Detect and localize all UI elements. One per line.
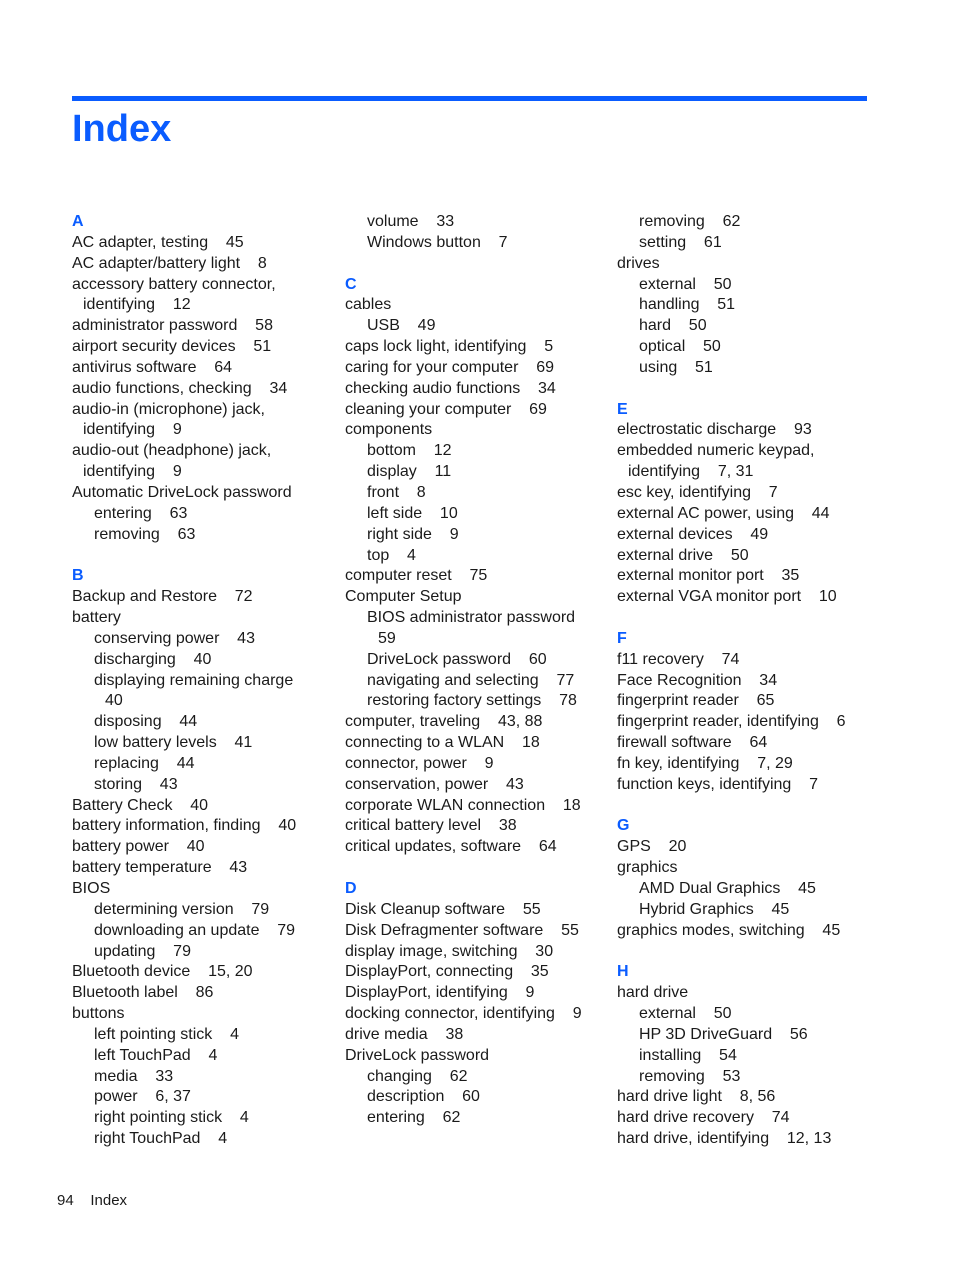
index-entry: computer reset 75	[345, 567, 488, 585]
index-subentry: removing 62	[639, 213, 741, 230]
index-entry: airport security devices 51	[72, 338, 272, 356]
index-entry: audio functions, checking 34	[72, 379, 288, 397]
index-entry: DriveLock password	[345, 1046, 490, 1064]
index-entry: battery temperature 43	[72, 859, 248, 877]
index-subentry: handling 51	[639, 296, 736, 314]
index-subentry: using 51	[639, 358, 713, 376]
index-subentry: display 11	[367, 463, 452, 481]
index-entry: battery	[72, 609, 121, 627]
index-entry: critical battery level 38	[345, 817, 517, 835]
index-subentry: displaying remaining charge	[94, 671, 294, 689]
index-subentry: conserving power 43	[94, 629, 255, 647]
index-subentry-continuation: 40	[105, 692, 123, 710]
index-entry-continuation: identifying 12	[83, 296, 191, 314]
section-letter: E	[617, 400, 628, 418]
index-entry: external AC power, using 44	[617, 504, 830, 522]
index-entry: external drive 50	[617, 546, 749, 564]
section-gap	[617, 942, 879, 963]
index-entry: administrator password 58	[72, 317, 273, 335]
index-subentry: low battery levels 41	[94, 734, 253, 752]
index-subentry: storing 43	[94, 775, 178, 793]
index-subentry: restoring factory settings 78	[367, 692, 577, 710]
index-entry: connecting to a WLAN 18	[345, 734, 540, 752]
index-entry: battery power 40	[72, 838, 205, 856]
index-entry: Battery Check 40	[72, 796, 209, 814]
index-subentry: discharging 40	[94, 650, 212, 668]
index-entry: hard drive recovery 74	[617, 1109, 790, 1127]
index-subentry: optical 50	[639, 338, 721, 356]
index-entry: audio-in (microphone) jack,	[72, 400, 265, 418]
index-entry: checking audio functions 34	[345, 379, 556, 397]
index-entry: drives	[617, 254, 660, 272]
index-subentry: power 6, 37	[94, 1088, 191, 1106]
index-subentry: top 4	[367, 546, 416, 564]
index-entry: Computer Setup	[345, 588, 462, 606]
index-entry: Disk Cleanup software 55	[345, 900, 541, 918]
section-gap	[72, 546, 334, 567]
index-entry: battery information, finding 40	[72, 817, 297, 835]
index-subentry: volume 33	[367, 213, 455, 230]
index-subentry: left TouchPad 4	[94, 1046, 218, 1064]
index-subentry: external 50	[639, 275, 732, 293]
index-entry: Disk Defragmenter software 55	[345, 921, 579, 939]
header-rule	[72, 96, 867, 101]
index-entry-continuation: identifying 9	[83, 421, 182, 439]
index-subentry: bottom 12	[367, 442, 452, 460]
index-entry-continuation: identifying 7, 31	[628, 463, 754, 481]
index-entry: caps lock light, identifying 5	[345, 338, 554, 356]
index-entry: docking connector, identifying 9	[345, 1005, 582, 1023]
index-entry: accessory battery connector,	[72, 275, 276, 293]
section-letter: C	[345, 275, 357, 293]
section-letter: G	[617, 817, 630, 835]
index-entry: external devices 49	[617, 525, 769, 543]
index-column-3	[617, 212, 879, 1150]
section-letter: B	[72, 567, 84, 585]
index-subentry: left pointing stick 4	[94, 1025, 239, 1043]
index-entry: Backup and Restore 72	[72, 588, 253, 606]
index-entry: Bluetooth label 86	[72, 984, 214, 1002]
index-subentry: setting 61	[639, 233, 722, 251]
index-column-1	[72, 212, 334, 1150]
index-entry: electrostatic discharge 93	[617, 421, 812, 439]
index-subentry: hard 50	[639, 317, 707, 335]
section-gap	[345, 858, 607, 879]
index-subentry: right side 9	[367, 525, 459, 543]
index-subentry: external 50	[639, 1005, 732, 1023]
index-subentry: navigating and selecting 77	[367, 671, 575, 689]
index-subentry: description 60	[367, 1088, 480, 1106]
section-gap	[617, 608, 879, 629]
index-subentry: left side 10	[367, 504, 458, 522]
page-footer	[57, 1191, 127, 1211]
index-entry: cables	[345, 296, 392, 314]
index-entry: drive media 38	[345, 1025, 464, 1043]
index-subentry: determining version 79	[94, 900, 270, 918]
index-entry: corporate WLAN connection 18	[345, 796, 581, 814]
index-column-2	[345, 212, 607, 1129]
index-entry: computer, traveling 43, 88	[345, 713, 543, 731]
page-title: Index	[72, 108, 172, 150]
index-entry: AC adapter/battery light 8	[72, 254, 267, 272]
index-entry: DisplayPort, connecting 35	[345, 963, 549, 981]
section-letter: A	[72, 213, 84, 230]
index-entry: esc key, identifying 7	[617, 483, 778, 501]
index-subentry: right TouchPad 4	[94, 1130, 228, 1148]
index-entry: f11 recovery 74	[617, 650, 740, 668]
section-gap	[617, 379, 879, 400]
index-entry: fn key, identifying 7, 29	[617, 754, 793, 772]
index-entry: Automatic DriveLock password	[72, 483, 292, 501]
index-entry: embedded numeric keypad,	[617, 442, 815, 460]
index-entry: buttons	[72, 1005, 125, 1023]
index-subentry: entering 62	[367, 1109, 461, 1127]
index-entry: fingerprint reader 65	[617, 692, 775, 710]
section-gap	[345, 254, 607, 275]
index-subentry-continuation: 59	[378, 629, 396, 647]
index-entry: external VGA monitor port 10	[617, 588, 837, 606]
index-subentry: removing 63	[94, 525, 196, 543]
index-subentry: replacing 44	[94, 754, 195, 772]
index-subentry: removing 53	[639, 1067, 741, 1085]
index-entry: components	[345, 421, 433, 439]
index-subentry: media 33	[94, 1067, 174, 1085]
index-entry: caring for your computer 69	[345, 358, 554, 376]
index-subentry: front 8	[367, 483, 426, 501]
section-letter: D	[345, 880, 357, 897]
index-entry: connector, power 9	[345, 754, 494, 772]
index-subentry: installing 54	[639, 1046, 737, 1064]
index-subentry: Windows button 7	[367, 233, 508, 251]
index-entry: display image, switching 30	[345, 942, 554, 960]
index-entry: Bluetooth device 15, 20	[72, 963, 253, 981]
footer-section: Index	[90, 1192, 128, 1209]
index-entry: antivirus software 64	[72, 358, 233, 376]
index-entry: DisplayPort, identifying 9	[345, 984, 535, 1002]
index-entry: firewall software 64	[617, 734, 768, 752]
section-gap	[617, 796, 879, 817]
index-entry: graphics	[617, 859, 678, 877]
index-entry-continuation: identifying 9	[83, 463, 182, 481]
index-subentry: USB 49	[367, 317, 436, 335]
index-subentry: disposing 44	[94, 713, 198, 731]
index-entry: audio-out (headphone) jack,	[72, 442, 272, 460]
index-subentry: BIOS administrator password	[367, 609, 576, 627]
index-entry: cleaning your computer 69	[345, 400, 547, 418]
section-letter: F	[617, 629, 627, 647]
index-subentry: Hybrid Graphics 45	[639, 900, 790, 918]
index-entry: hard drive	[617, 984, 689, 1002]
index-subentry: changing 62	[367, 1067, 468, 1085]
index-entry: GPS 20	[617, 838, 687, 856]
index-subentry: DriveLock password 60	[367, 650, 547, 668]
index-subentry: entering 63	[94, 504, 188, 522]
page-number: 94	[57, 1192, 74, 1209]
index-subentry: updating 79	[94, 942, 191, 960]
index-entry: hard drive light 8, 56	[617, 1088, 776, 1106]
index-entry: AC adapter, testing 45	[72, 233, 244, 251]
index-entry: hard drive, identifying 12, 13	[617, 1130, 832, 1148]
index-subentry: AMD Dual Graphics 45	[639, 880, 816, 897]
index-entry: fingerprint reader, identifying 6	[617, 713, 846, 731]
index-entry: Face Recognition 34	[617, 671, 778, 689]
index-entry: critical updates, software 64	[345, 838, 557, 856]
index-entry: function keys, identifying 7	[617, 775, 818, 793]
index-subentry: HP 3D DriveGuard 56	[639, 1025, 808, 1043]
index-subentry: downloading an update 79	[94, 921, 296, 939]
index-subentry: right pointing stick 4	[94, 1109, 249, 1127]
index-entry: graphics modes, switching 45	[617, 921, 841, 939]
section-letter: H	[617, 963, 629, 981]
index-entry: conservation, power 43	[345, 775, 524, 793]
index-entry: BIOS	[72, 880, 111, 897]
index-entry: external monitor port 35	[617, 567, 800, 585]
